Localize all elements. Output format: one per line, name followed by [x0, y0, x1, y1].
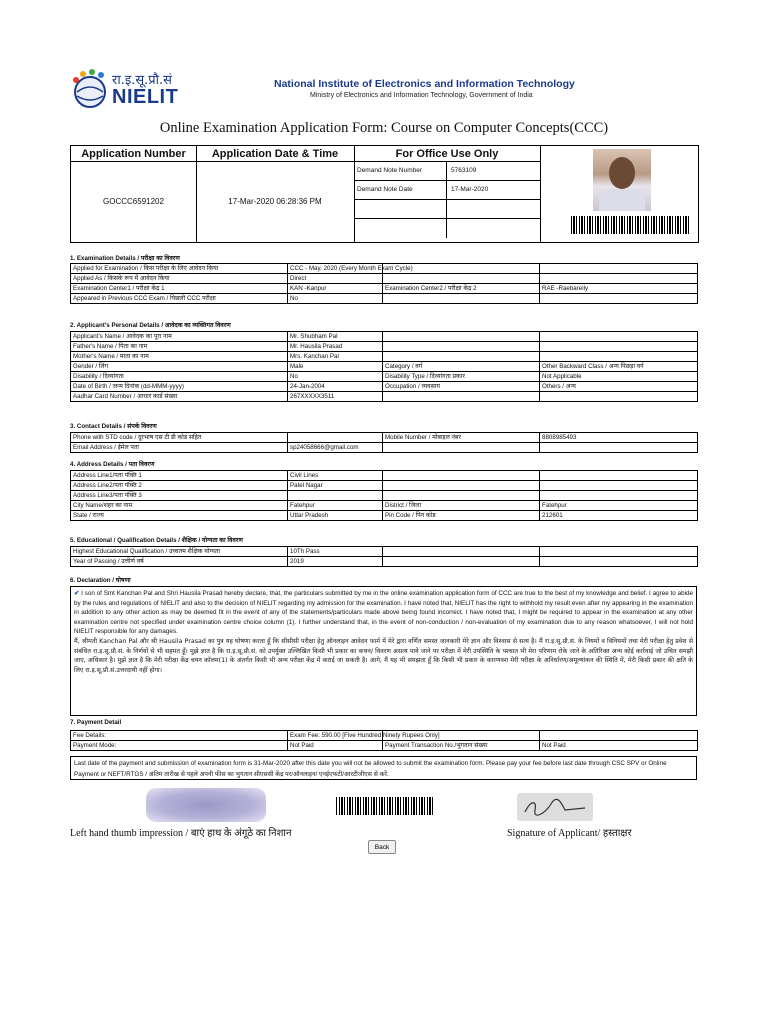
personal-row — [71, 352, 698, 362]
education-row — [71, 557, 698, 567]
field-label: Address Line1/पता पंक्ति 1 — [71, 471, 288, 481]
office-use-header: For Office Use Only — [354, 146, 540, 162]
personal-row — [71, 372, 698, 382]
divider — [540, 146, 541, 242]
field-label — [383, 392, 540, 402]
field-value — [540, 332, 698, 342]
field-label: Examination Center1 / परीक्षा केंद्र 1 — [71, 284, 288, 294]
form-title: Online Examination Application Form: Course on Computer Concepts(CCC) — [159, 120, 609, 136]
field-label: Mobile Number / मोबाइल नंबर — [383, 433, 540, 443]
app-number-value: GOCCC6591202 — [103, 197, 164, 206]
field-label: Father's Name / पिता का नाम — [71, 342, 288, 352]
field-label: Category / वर्ग — [383, 362, 540, 372]
field-value: Civil Lines — [288, 471, 383, 481]
page-header — [68, 66, 718, 116]
field-label: Examination Center2 / परीक्षा केंद्र 2 — [383, 284, 540, 294]
field-label — [383, 557, 540, 567]
field-label — [383, 352, 540, 362]
contact-details-table — [70, 432, 698, 453]
exam-row — [71, 294, 698, 304]
field-label: Payment Mode: — [71, 741, 288, 751]
section-heading: 3. Contact Details / संपर्क विवरण — [70, 423, 157, 430]
office-value: 17-Mar-2020 — [451, 186, 489, 193]
address-row — [71, 471, 698, 481]
org-subtitle: Ministry of Electronics and Information Technology, Government of India — [310, 92, 533, 99]
field-value: 10Th Pass — [288, 547, 383, 557]
field-value: 8808985493 — [540, 433, 698, 443]
field-value: Direct — [288, 274, 383, 284]
field-value: 267XXXXX3511 — [288, 392, 383, 402]
section-heading: 1. Examination Details / परीक्षा का विवरण — [70, 255, 180, 262]
field-value — [540, 443, 698, 453]
field-value — [540, 392, 698, 402]
applicant-signature — [517, 793, 593, 821]
app-date-value: 17-Mar-2020 06:28:36 PM — [228, 197, 322, 206]
field-label — [383, 274, 540, 284]
field-value: RAE -Raebareily — [540, 284, 698, 294]
address-row — [71, 511, 698, 521]
thumb-caption: Left hand thumb impression / बाएं हाथ के अंगूठे का निशान — [70, 828, 292, 839]
checkmark-icon: ✔ — [74, 590, 80, 597]
exam-details-table — [70, 263, 698, 304]
field-value — [540, 352, 698, 362]
personal-row — [71, 342, 698, 352]
field-label: Disability / दिव्यांगता — [71, 372, 288, 382]
app-date-header: Application Date & Time — [196, 146, 354, 162]
field-value: Male — [288, 362, 383, 372]
field-value: Fatehpur — [288, 501, 383, 511]
section-heading: 6. Declaration / घोषणा — [70, 577, 131, 584]
personal-row — [71, 392, 698, 402]
field-value — [540, 731, 698, 741]
back-button[interactable]: Back — [368, 840, 396, 854]
field-value — [540, 471, 698, 481]
field-value: 212601 — [540, 511, 698, 521]
personal-details-table — [70, 331, 698, 402]
office-key: Demand Note Number — [357, 167, 423, 174]
field-value — [288, 433, 383, 443]
field-value: Exam Fee: 590.00 [Five Hundred Ninety Rupees Only] — [288, 731, 383, 741]
field-value: Mrs. Kanchan Pal — [288, 352, 383, 362]
field-label: Mother's Name / माता का नाम — [71, 352, 288, 362]
field-label: Payment Transaction No./भुगतान संख्या — [383, 741, 540, 751]
field-value — [540, 491, 698, 501]
field-label: Email Address / ईमेल पता — [71, 443, 288, 453]
payment-row — [71, 731, 698, 741]
field-label — [383, 547, 540, 557]
office-key: Demand Note Date — [357, 186, 413, 193]
section-heading: 4. Address Details / पता विवरण — [70, 461, 155, 468]
field-value: 2019 — [288, 557, 383, 567]
field-value: Not Paid — [540, 741, 698, 751]
applicant-photo — [593, 149, 651, 211]
signature-caption: Signature of Applicant/ हस्ताक्षर — [507, 828, 632, 839]
address-row — [71, 501, 698, 511]
field-value — [540, 264, 698, 274]
thumb-impression — [146, 788, 266, 822]
field-value — [540, 294, 698, 304]
field-label: Applied for Examination / किस परीक्षा के लिए आवेदन किया — [71, 264, 288, 274]
address-row — [71, 491, 698, 501]
field-label: State / राज्य — [71, 511, 288, 521]
field-value: No — [288, 372, 383, 382]
field-value: Not Applicable — [540, 372, 698, 382]
field-value: Uttar Pradesh — [288, 511, 383, 521]
field-value: No — [288, 294, 383, 304]
exam-row — [71, 264, 698, 274]
field-value — [540, 274, 698, 284]
app-number-header: Application Number — [71, 146, 196, 162]
field-label: Disability Type / दिव्यांगता प्रकार — [383, 372, 540, 382]
logo-hindi-text: रा.इ.सू.प्रौ.सं — [112, 73, 172, 88]
office-row — [354, 219, 540, 238]
address-details-table — [70, 470, 698, 521]
payment-details-table — [70, 730, 698, 751]
logo-nielit-text: NIELIT — [112, 86, 179, 108]
field-value: CCC - May, 2020 (Every Month Exam Cycle) — [288, 264, 383, 274]
field-label: Year of Passing / उत्तीर्ण वर्ष — [71, 557, 288, 567]
payment-row — [71, 741, 698, 751]
field-label — [383, 481, 540, 491]
field-label — [383, 294, 540, 304]
field-label: Applicant's Name / आवेदक का पूरा नाम — [71, 332, 288, 342]
field-value: KAN -Kanpur — [288, 284, 383, 294]
field-value — [540, 342, 698, 352]
org-name: National Institute of Electronics and Information Technology — [274, 78, 575, 90]
field-label: Aadhar Card Number / आधार कार्ड संख्या — [71, 392, 288, 402]
exam-row — [71, 284, 698, 294]
personal-row — [71, 332, 698, 342]
field-label: Applied As / किसके रूप में आवेदन किया — [71, 274, 288, 284]
signature-icon — [521, 796, 589, 818]
application-summary-box — [70, 145, 699, 243]
personal-row — [71, 362, 698, 372]
field-value — [540, 481, 698, 491]
field-value — [540, 557, 698, 567]
field-value: 24-Jan-2004 — [288, 382, 383, 392]
declaration-english: I son of Smt Kanchan Pal and Shri Hausila Prasad hereby declare, that, the particulars submitted by me in the online examination application form of CCC are true to the best of my knowledge and belief. I agree to abide by the rules and regulations of NIELIT and also to the decision of NIELIT regarding my admission for the examination. I have noted that, NIELIT has the right to withhold my result even after my appearing in the examination in addition to any other action as may be deemed fit in the event of any of the statements/particulars made above being found incorrect. I have noted that, I might be required to appear in the examination at any other examination centre not specified under examination centre choice column (1). I further understand that, in the event of non-conduction / non-evaluation of my examination due to any reason whatsoever, I will not hold NIELIT responsible for any damages. — [74, 590, 693, 636]
field-label: Occupation / व्यवसाय — [383, 382, 540, 392]
field-label — [383, 443, 540, 453]
field-label: Fee Details: — [71, 731, 288, 741]
field-label: District / जिला — [383, 501, 540, 511]
section-heading: 5. Educational / Qualification Details / शैक्षिक / योग्यता का विवरण — [70, 537, 243, 544]
field-label — [383, 471, 540, 481]
contact-row — [71, 433, 698, 443]
address-row — [71, 481, 698, 491]
field-label: Address Line2/पता पंक्ति 2 — [71, 481, 288, 491]
field-label: Appeared in Previous CCC Exam / पिछली CCC परीक्षा — [71, 294, 288, 304]
field-value: Mr. Hausila Prasad — [288, 342, 383, 352]
application-barcode — [571, 216, 689, 234]
globe-logo-icon — [68, 68, 112, 112]
field-label — [383, 332, 540, 342]
field-label: Date of Birth / जन्म दिनांक (dd-MMM-yyyy) — [71, 382, 288, 392]
payment-note: Last date of the payment and submission of examination form is 31-Mar-2020 after this date you will not be allowed to submit the examination form. Please pay your fee before last date through CSC SPV or Online Payment or NEFT/RTGS / अंतिम तारीख से पहले अपनी फीस का भुगतान सीएससी केंद्र पर/ऑनलाइन/ एनईएफटी/आरटीजीएस से करें. — [70, 756, 697, 780]
field-label: Phone with STD code / दूरभाष एस टी डी कोड सहित — [71, 433, 288, 443]
office-row — [354, 181, 540, 200]
declaration-hindi: मैं, श्रीमती Kanchan Pal और श्री Hausila Prasad का पुत्र यह घोषणा करता हूँ कि सीसीसी परीक्षा हेतु ऑनलाइन आवेदन फार्म में मेरे द्वारा वर्णित समस्त जानकारी मेरे ज्ञान और विश्वास से सत्य है। मैं रा.इ.सू.प्रौ.सं. के नियमों व विनियमों तथा मेरी परीक्षा हेतु प्रवेश से संबंधित रा.इ.सू.प्रौ.सं. के निर्णयों से भी सहमत हूँ। मुझे ज्ञात है कि रा.इ.सू.प्रौ.सं. को उपर्युक्त उल्लिखित किसी भी प्रकार का कथन/ विवरण असत्य पाये जाने पर परीक्षा में मेरी उपस्थिति के पश्चात भी मेरा परिणाम रोके जाने के अतिरिक्त अन्य कोई कार्रवाई जो उचित समझी जाए, अधिकार है। मुझे ज्ञात है कि मेरी परीक्षा केंद्र चयन कॉलम(1) के अंतर्गत किसी भी अन्य परीक्षा केंद्र में कराई जा सकती है। आगे, मैं यह भी समझता हूँ कि किसी भी प्रकार के कारणवश मेरी परीक्षा के अनिर्धारण/अमूल्यांकन की स्थिति में, मेरी किसी प्रकार की क्षति के लिए रा.इ.सू.प्रौ.सं.उत्तरदायी नहीं होगा। — [74, 637, 694, 674]
exam-row — [71, 274, 698, 284]
footer-barcode — [336, 797, 434, 815]
field-value — [288, 491, 383, 501]
education-row — [71, 547, 698, 557]
field-value: Others / अन्य — [540, 382, 698, 392]
education-details-table — [70, 546, 698, 567]
field-value: Other Backward Class / अन्य पिछड़ा वर्ग — [540, 362, 698, 372]
field-value — [540, 547, 698, 557]
office-row — [354, 162, 540, 181]
declaration-box — [70, 586, 697, 716]
nielit-logo — [68, 68, 188, 116]
personal-row — [71, 382, 698, 392]
field-value: Not Paid — [288, 741, 383, 751]
field-value: Fatehpur — [540, 501, 698, 511]
field-value: Mr. Shubham Pal — [288, 332, 383, 342]
field-label: City Name/शहर का नाम — [71, 501, 288, 511]
field-label: Address Line3/पता पंक्ति 3 — [71, 491, 288, 501]
contact-row — [71, 443, 698, 453]
section-heading: 7. Payment Detail — [70, 719, 122, 726]
field-label: Pin Code / पिन कोड — [383, 511, 540, 521]
field-label: Gender / लिंग — [71, 362, 288, 372]
field-value: Patel Nagar — [288, 481, 383, 491]
office-use-table — [354, 162, 540, 238]
field-label — [383, 491, 540, 501]
section-heading: 2. Applicant's Personal Details / आवेदक का व्यक्तिगत विवरण — [70, 322, 231, 329]
field-value: sp24058666@gmail.com — [288, 443, 383, 453]
field-label: Highest Educational Qualification / उच्चतम शैक्षिक योग्यता — [71, 547, 288, 557]
office-row — [354, 200, 540, 219]
office-value: 5763109 — [451, 167, 477, 174]
field-label — [383, 342, 540, 352]
